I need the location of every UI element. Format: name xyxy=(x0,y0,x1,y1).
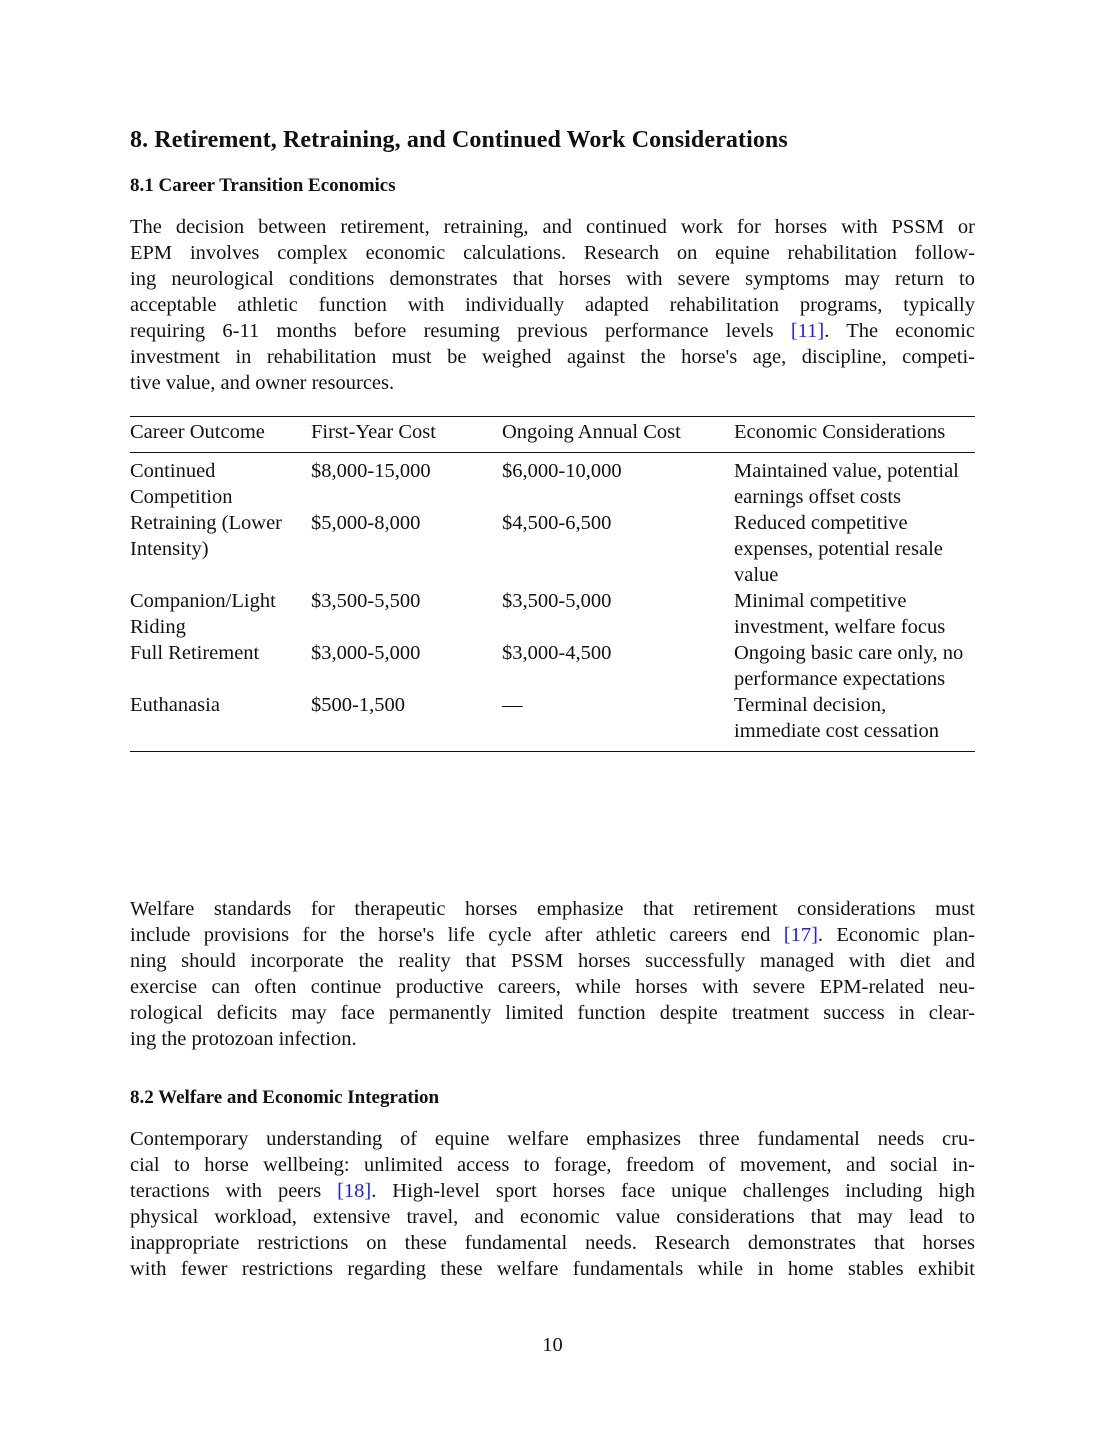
text-line xyxy=(130,318,975,344)
cell-career-outcome: Full Retirement xyxy=(130,642,260,664)
table-row xyxy=(130,588,975,640)
text-line: ning should incorporate the reality that PSSM horses successfully managed with diet and xyxy=(130,950,975,972)
cell-career-outcome: Companion/Light Riding xyxy=(130,590,276,638)
cell-economic-considerations: Maintained value, potential earnings offset costs xyxy=(734,460,959,508)
text-segment: . The economic xyxy=(824,320,975,342)
text-line: tive value, and owner resources. xyxy=(130,372,395,394)
text-line xyxy=(130,922,975,948)
cell-economic-considerations: Minimal competitive investment, welfare focus xyxy=(734,590,946,638)
table-row xyxy=(130,510,975,588)
column-header-ongoing-annual-cost: Ongoing Annual Cost xyxy=(502,421,681,443)
text-line: investment in rehabilitation must be weighed against the horse's age, discipline, competi- xyxy=(130,346,975,368)
cell-first-year-cost: $5,000-8,000 xyxy=(311,512,421,534)
cell-ongoing-annual-cost: — xyxy=(502,694,523,716)
cell-economic-considerations: Terminal decision, immediate cost cessation xyxy=(734,694,939,742)
cell-ongoing-annual-cost: $4,500-6,500 xyxy=(502,512,612,534)
table-row xyxy=(130,453,975,511)
cell-first-year-cost: $500-1,500 xyxy=(311,694,405,716)
text-line: inappropriate restrictions on these fundamental needs. Research demonstrates that horses xyxy=(130,1232,975,1254)
cell-economic-considerations: Ongoing basic care only, no performance expectations xyxy=(734,642,964,690)
text-line: Contemporary understanding of equine welfare emphasizes three fundamental needs cru- xyxy=(130,1128,975,1150)
subsection-heading-welfare-integration: 8.2 Welfare and Economic Integration xyxy=(130,1087,440,1108)
column-header-economic-considerations: Economic Considerations xyxy=(734,421,946,443)
cell-ongoing-annual-cost: $3,500-5,000 xyxy=(502,590,612,612)
cell-career-outcome: Retraining (Lower Intensity) xyxy=(130,512,282,560)
cell-first-year-cost: $3,000-5,000 xyxy=(311,642,421,664)
text-line: rological deficits may face permanently limited function despite treatment success in clear- xyxy=(130,1002,975,1024)
section-heading: 8. Retirement, Retraining, and Continued Work Considerations xyxy=(130,127,788,153)
cell-ongoing-annual-cost: $3,000-4,500 xyxy=(502,642,612,664)
table-row xyxy=(130,692,975,752)
table-row xyxy=(130,640,975,692)
text-line: ing neurological conditions demonstrates that horses with severe symptoms may return to xyxy=(130,268,975,290)
cell-first-year-cost: $3,500-5,500 xyxy=(311,590,421,612)
career-outcome-cost-table xyxy=(130,416,975,752)
text-line: acceptable athletic function with individually adapted rehabilitation programs, typically xyxy=(130,294,975,316)
text-line: The decision between retirement, retraining, and continued work for horses with PSSM or xyxy=(130,216,975,238)
cell-career-outcome: Continued Competition xyxy=(130,460,233,508)
citation-link-17[interactable]: [17] xyxy=(783,924,818,946)
paragraph-welfare-integration xyxy=(130,1126,975,1282)
text-line: exercise can often continue productive careers, while horses with severe EPM-related neu- xyxy=(130,976,975,998)
text-segment: . High-level sport horses face unique challenges including high xyxy=(371,1180,975,1202)
paragraph-welfare-standards xyxy=(130,896,975,1052)
cell-economic-considerations: Reduced competitive expenses, potential resale value xyxy=(734,512,943,586)
citation-link-18[interactable]: [18] xyxy=(337,1180,372,1202)
text-segment: requiring 6-11 months before resuming previous performance levels xyxy=(130,320,791,342)
subsection-heading-career-transition: 8.1 Career Transition Economics xyxy=(130,175,396,196)
text-line: ing the protozoan infection. xyxy=(130,1028,357,1050)
citation-link-11[interactable]: [11] xyxy=(790,320,825,342)
text-segment: teractions with peers xyxy=(130,1180,338,1202)
text-line: cial to horse wellbeing: unlimited access to forage, freedom of movement, and social in- xyxy=(130,1154,975,1176)
column-header-career-outcome: Career Outcome xyxy=(130,421,265,443)
text-line: Welfare standards for therapeutic horses emphasize that retirement considerations must xyxy=(130,898,975,920)
text-line: EPM involves complex economic calculations. Research on equine rehabilitation follow- xyxy=(130,242,975,264)
column-header-first-year-cost: First-Year Cost xyxy=(311,421,436,443)
cell-career-outcome: Euthanasia xyxy=(130,694,220,716)
paragraph-career-transition xyxy=(130,214,975,396)
table-header-row xyxy=(130,417,975,453)
text-line: physical workload, extensive travel, and economic value considerations that may lead to xyxy=(130,1206,975,1228)
text-line xyxy=(130,1178,975,1204)
cell-first-year-cost: $8,000-15,000 xyxy=(311,460,431,482)
text-segment: include provisions for the horse's life cycle after athletic careers end xyxy=(130,924,784,946)
page-number: 10 xyxy=(542,1334,563,1356)
text-line: with fewer restrictions regarding these welfare fundamentals while in home stables exhibit xyxy=(130,1258,975,1280)
cell-ongoing-annual-cost: $6,000-10,000 xyxy=(502,460,622,482)
text-segment: . Economic plan- xyxy=(817,924,975,946)
